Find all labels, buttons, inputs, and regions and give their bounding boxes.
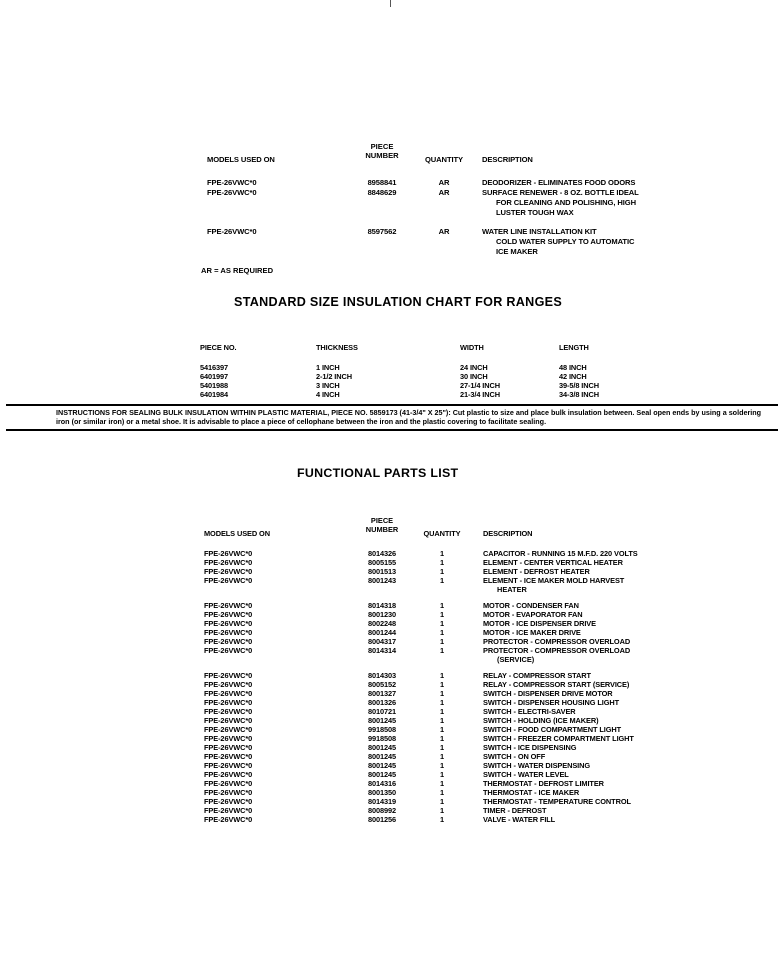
cell-description: CAPACITOR - RUNNING 15 M.F.D. 220 VOLTS: [483, 549, 638, 558]
cell-models: FPE-26VWC*0: [204, 788, 253, 797]
header-piece-number: [352, 517, 412, 534]
cell-description: PROTECTOR - COMPRESSOR OVERLOAD: [483, 637, 631, 646]
cell-models: FPE-26VWC*0: [204, 671, 253, 680]
cell-quantity: 1: [439, 797, 444, 806]
cell-piece-number: 8004317: [367, 637, 397, 646]
cell-description: SWITCH - FOOD COMPARTMENT LIGHT: [483, 725, 621, 734]
cell-models: FPE-26VWC*0: [204, 567, 253, 576]
cell-width: 24 INCH: [460, 363, 488, 372]
insulation-chart-table: [0, 343, 784, 403]
cell-description: TIMER - DEFROST: [483, 806, 547, 815]
cell-quantity: AR: [438, 178, 450, 187]
cell-length: 39-5/8 INCH: [559, 381, 599, 390]
cell-piece-number: 8001244: [367, 628, 397, 637]
cell-quantity: 1: [439, 576, 444, 585]
header-piece-line1: PIECE: [370, 142, 394, 151]
cell-models: FPE-26VWC*0: [204, 725, 253, 734]
accessory-parts-table: [0, 143, 784, 263]
cell-length: 42 INCH: [559, 372, 587, 381]
cell-piece-number: 8001256: [367, 815, 397, 824]
header-piece-line1: PIECE: [370, 516, 394, 525]
cell-quantity: 1: [439, 549, 444, 558]
cell-quantity: AR: [438, 227, 450, 236]
registration-tick-icon: [390, 0, 391, 7]
cell-description-cont: FOR CLEANING AND POLISHING, HIGH: [496, 198, 636, 207]
cell-width: 27-1/4 INCH: [460, 381, 500, 390]
cell-piece-number: 8010721: [367, 707, 397, 716]
cell-piece-number: 8001326: [367, 698, 397, 707]
cell-description: ELEMENT - ICE MAKER MOLD HARVEST: [483, 576, 625, 585]
cell-description-cont: LUSTER TOUGH WAX: [496, 208, 574, 217]
cell-description: SWITCH - WATER DISPENSING: [483, 761, 590, 770]
cell-piece-number: 8002248: [367, 619, 397, 628]
cell-quantity: AR: [438, 188, 450, 197]
cell-thickness: 1 INCH: [316, 363, 340, 372]
cell-models: FPE-26VWC*0: [204, 610, 253, 619]
cell-description: SWITCH - ELECTRI-SAVER: [483, 707, 576, 716]
cell-description: SWITCH - DISPENSER HOUSING LIGHT: [483, 698, 619, 707]
cell-description-cont: COLD WATER SUPPLY TO AUTOMATIC: [496, 237, 635, 246]
cell-piece-no: 5416397: [200, 363, 229, 372]
cell-models: FPE-26VWC*0: [204, 815, 253, 824]
functional-parts-list-title: FUNCTIONAL PARTS LIST: [297, 466, 459, 480]
cell-description: MOTOR - CONDENSER FAN: [483, 601, 579, 610]
cell-quantity: 1: [439, 725, 444, 734]
cell-quantity: 1: [439, 815, 444, 824]
cell-quantity: 1: [439, 628, 444, 637]
cell-models: FPE-26VWC*0: [204, 689, 253, 698]
cell-models: FPE-26VWC*0: [204, 716, 253, 725]
cell-description: THERMOSTAT - TEMPERATURE CONTROL: [483, 797, 631, 806]
cell-piece-number: 8848629: [367, 188, 397, 197]
cell-piece-number: 8001245: [367, 761, 397, 770]
header-length: LENGTH: [559, 343, 589, 352]
cell-width: 30 INCH: [460, 372, 488, 381]
cell-length: 34-3/8 INCH: [559, 390, 599, 399]
insulation-sealing-instructions-box: [6, 404, 778, 431]
cell-description: SWITCH - WATER LEVEL: [483, 770, 569, 779]
cell-quantity: 1: [439, 698, 444, 707]
cell-models: FPE-26VWC*0: [204, 698, 253, 707]
cell-description: SWITCH - DISPENSER DRIVE MOTOR: [483, 689, 613, 698]
header-piece-line2: NUMBER: [365, 524, 399, 534]
header-piece-line2: NUMBER: [365, 150, 399, 160]
cell-description: WATER LINE INSTALLATION KIT: [482, 227, 597, 236]
cell-description: ELEMENT - DEFROST HEATER: [483, 567, 590, 576]
as-required-footnote: AR = AS REQUIRED: [201, 266, 274, 275]
cell-models: FPE-26VWC*0: [204, 770, 253, 779]
cell-models: FPE-26VWC*0: [204, 761, 253, 770]
header-thickness: THICKNESS: [316, 343, 358, 352]
cell-thickness: 4 INCH: [316, 390, 340, 399]
cell-description: MOTOR - ICE DISPENSER DRIVE: [483, 619, 596, 628]
cell-piece-number: 8001245: [367, 752, 397, 761]
cell-models: FPE-26VWC*0: [204, 646, 253, 655]
cell-description-cont: (SERVICE): [497, 655, 535, 664]
header-description: DESCRIPTION: [483, 529, 533, 538]
cell-models: FPE-26VWC*0: [204, 619, 253, 628]
cell-description: THERMOSTAT - ICE MAKER: [483, 788, 580, 797]
cell-piece-number: 8597562: [367, 227, 397, 236]
cell-description: SWITCH - FREEZER COMPARTMENT LIGHT: [483, 734, 634, 743]
cell-piece-no: 5401988: [200, 381, 229, 390]
cell-quantity: 1: [439, 761, 444, 770]
cell-models: FPE-26VWC*0: [204, 707, 253, 716]
cell-description: SWITCH - ON OFF: [483, 752, 546, 761]
cell-description: PROTECTOR - COMPRESSOR OVERLOAD: [483, 646, 631, 655]
cell-piece-number: 8001230: [367, 610, 397, 619]
cell-models: FPE-26VWC*0: [204, 752, 253, 761]
cell-quantity: 1: [439, 558, 444, 567]
cell-quantity: 1: [439, 716, 444, 725]
cell-models: FPE-26VWC*0: [204, 576, 253, 585]
cell-models: FPE-26VWC*0: [204, 680, 253, 689]
cell-quantity: 1: [439, 671, 444, 680]
cell-quantity: 1: [439, 734, 444, 743]
header-piece-number: [352, 143, 412, 160]
header-models-used-on: MODELS USED ON: [204, 529, 270, 538]
header-width: WIDTH: [460, 343, 484, 352]
cell-quantity: 1: [439, 770, 444, 779]
cell-piece-number: 8001243: [367, 576, 397, 585]
cell-models: FPE-26VWC*0: [204, 558, 253, 567]
cell-description: SURFACE RENEWER - 8 OZ. BOTTLE IDEAL: [482, 188, 639, 197]
cell-description: THERMOSTAT - DEFROST LIMITER: [483, 779, 604, 788]
cell-quantity: 1: [439, 806, 444, 815]
cell-piece-number: 8001245: [367, 743, 397, 752]
cell-quantity: 1: [439, 567, 444, 576]
cell-piece-number: 8014316: [367, 779, 397, 788]
cell-thickness: 2-1/2 INCH: [316, 372, 352, 381]
insulation-sealing-instructions-text: INSTRUCTIONS FOR SEALING BULK INSULATION WITHIN PLASTIC MATERIAL, PIECE NO. 5859173 (41-3/4" X 25"): Cut plastic to size and place bulk insulation between. Seal open ends by using a soldering iron (or similar iron) or a metal shoe. It is advisable to place a piece of cellophane between the iron and the plastic covering to facilitate sealing.: [56, 408, 762, 426]
cell-piece-number: 9918508: [367, 734, 397, 743]
cell-description-cont: ICE MAKER: [496, 247, 538, 256]
cell-piece-no: 6401984: [200, 390, 229, 399]
cell-models: FPE-26VWC*0: [204, 734, 253, 743]
cell-description: SWITCH - ICE DISPENSING: [483, 743, 577, 752]
cell-description: SWITCH - HOLDING (ICE MAKER): [483, 716, 599, 725]
header-piece-no: PIECE NO.: [200, 343, 237, 352]
cell-models: FPE-26VWC*0: [204, 806, 253, 815]
cell-models: FPE-26VWC*0: [204, 743, 253, 752]
cell-piece-number: 8005152: [367, 680, 397, 689]
cell-description: MOTOR - ICE MAKER DRIVE: [483, 628, 581, 637]
cell-models: FPE-26VWC*0: [204, 797, 253, 806]
cell-piece-number: 8014326: [367, 549, 397, 558]
cell-description: MOTOR - EVAPORATOR FAN: [483, 610, 583, 619]
header-models-used-on: MODELS USED ON: [207, 155, 275, 164]
cell-piece-number: 8958841: [367, 178, 397, 187]
cell-models: FPE-26VWC*0: [204, 637, 253, 646]
cell-piece-number: 8014303: [367, 671, 397, 680]
cell-models: FPE-26VWC*0: [204, 628, 253, 637]
cell-piece-number: 8008992: [367, 806, 397, 815]
cell-quantity: 1: [439, 707, 444, 716]
cell-piece-number: 8014318: [367, 601, 397, 610]
cell-models: FPE-26VWC*0: [207, 227, 257, 236]
cell-quantity: 1: [439, 689, 444, 698]
cell-quantity: 1: [439, 646, 444, 655]
insulation-chart-title: STANDARD SIZE INSULATION CHART FOR RANGES: [234, 295, 563, 309]
header-quantity: QUANTITY: [423, 529, 461, 538]
cell-piece-number: 8001513: [367, 567, 397, 576]
cell-quantity: 1: [439, 619, 444, 628]
cell-description: DEODORIZER - ELIMINATES FOOD ODORS: [482, 178, 636, 187]
cell-piece-number: 8014314: [367, 646, 397, 655]
cell-description: RELAY - COMPRESSOR START: [483, 671, 591, 680]
cell-description-cont: HEATER: [497, 585, 527, 594]
cell-width: 21-3/4 INCH: [460, 390, 500, 399]
cell-models: FPE-26VWC*0: [207, 188, 257, 197]
cell-quantity: 1: [439, 788, 444, 797]
cell-quantity: 1: [439, 680, 444, 689]
cell-piece-number: 8001350: [367, 788, 397, 797]
cell-models: FPE-26VWC*0: [204, 549, 253, 558]
cell-piece-number: 8001327: [367, 689, 397, 698]
cell-quantity: 1: [439, 610, 444, 619]
cell-piece-no: 6401997: [200, 372, 229, 381]
cell-quantity: 1: [439, 779, 444, 788]
cell-quantity: 1: [439, 752, 444, 761]
cell-piece-number: 8005155: [367, 558, 397, 567]
cell-models: FPE-26VWC*0: [204, 601, 253, 610]
cell-piece-number: 8014319: [367, 797, 397, 806]
cell-models: FPE-26VWC*0: [207, 178, 257, 187]
cell-thickness: 3 INCH: [316, 381, 340, 390]
header-quantity: QUANTITY: [424, 155, 463, 164]
cell-description: ELEMENT - CENTER VERTICAL HEATER: [483, 558, 623, 567]
cell-quantity: 1: [439, 743, 444, 752]
cell-models: FPE-26VWC*0: [204, 779, 253, 788]
cell-piece-number: 8001245: [367, 716, 397, 725]
cell-description: RELAY - COMPRESSOR START (SERVICE): [483, 680, 630, 689]
cell-piece-number: 8001245: [367, 770, 397, 779]
header-description: DESCRIPTION: [482, 155, 533, 164]
cell-piece-number: 9918508: [367, 725, 397, 734]
cell-length: 48 INCH: [559, 363, 587, 372]
cell-quantity: 1: [439, 601, 444, 610]
cell-description: VALVE - WATER FILL: [483, 815, 556, 824]
cell-quantity: 1: [439, 637, 444, 646]
